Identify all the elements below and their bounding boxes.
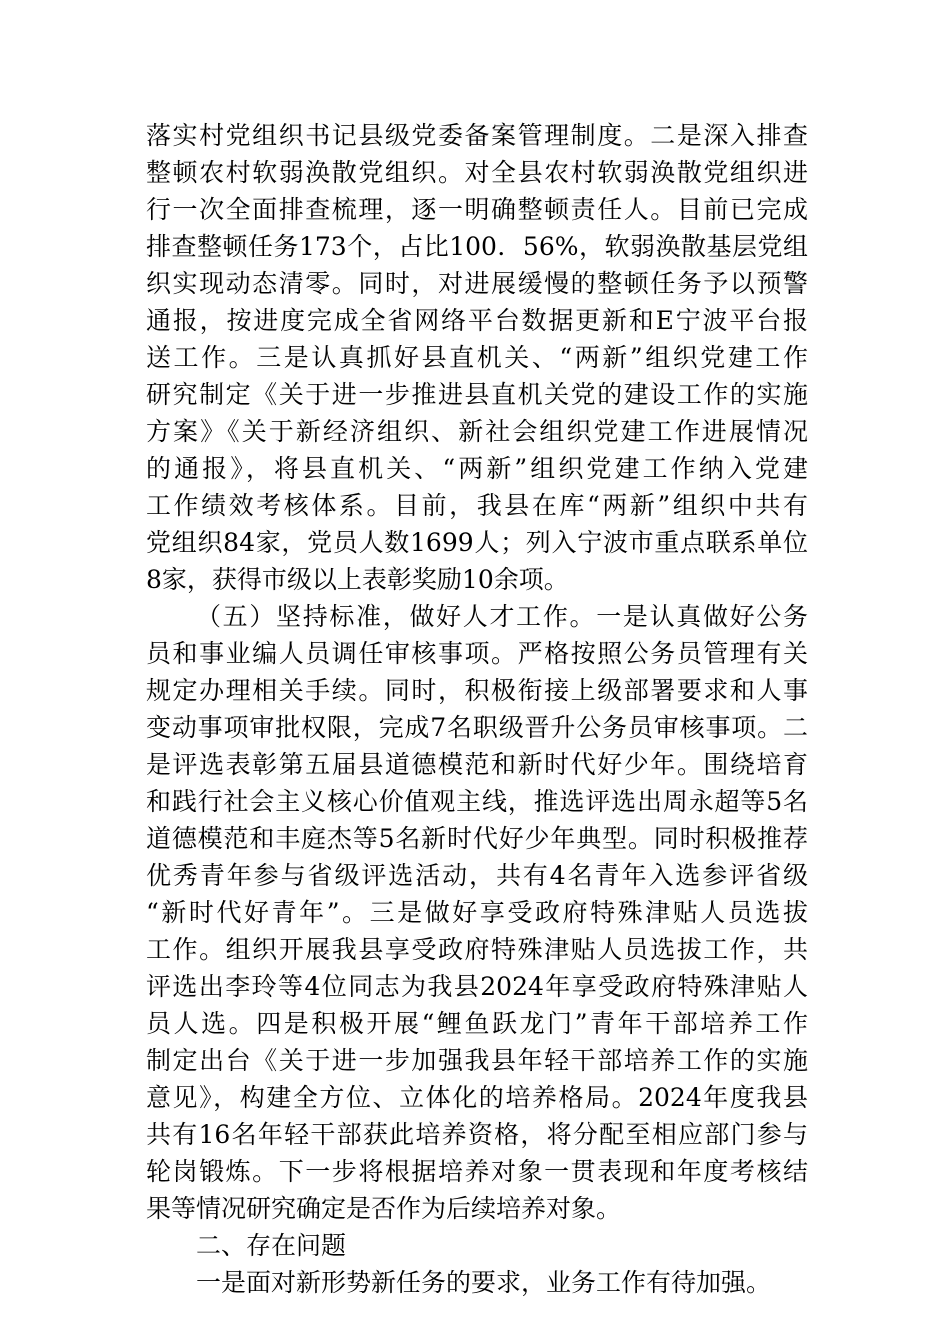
paragraph-1-line-2: 整顿农村软弱涣散党组织。对全县农村软弱涣散党组织进 — [146, 158, 808, 187]
paragraph-2-line-17: 果等情况研究确定是否作为后续培养对象。 — [146, 1194, 622, 1223]
paragraph-2-line-7: 道德模范和丰庭杰等5名新时代好少年典型。同时积极推荐 — [146, 824, 808, 853]
paragraph-2-line-2: 员和事业编人员调任审核事项。严格按照公务员管理有关 — [146, 639, 808, 668]
section-heading: 二、存在问题 — [196, 1231, 347, 1260]
paragraph-2-line-12: 员人选。四是积极开展“鲤鱼跃龙门”青年干部培养工作 — [146, 1009, 808, 1038]
paragraph-2-line-16: 轮岗锻炼。下一步将根据培养对象一贯表现和年度考核结 — [146, 1157, 808, 1186]
paragraph-1-line-7: 送工作。三是认真抓好县直机关、“两新”组织党建工作 — [146, 343, 808, 372]
paragraph-1-line-5: 织实现动态清零。同时，对进展缓慢的整顿任务予以预警 — [146, 269, 808, 298]
paragraph-1-line-13: 8家，获得市级以上表彰奖励10余项。 — [146, 565, 569, 594]
paragraph-2-line-9: “新时代好青年”。三是做好享受政府特殊津贴人员选拔 — [146, 898, 808, 927]
paragraph-1-line-4: 排查整顿任务173个，占比100．56%，软弱涣散基层党组 — [146, 232, 808, 261]
paragraph-1-line-11: 工作绩效考核体系。目前，我县在库“两新”组织中共有 — [146, 491, 808, 520]
paragraph-1-line-6: 通报，按进度完成全省网络平台数据更新和E宁波平台报 — [146, 306, 808, 335]
paragraph-1-line-8: 研究制定《关于进一步推进县直机关党的建设工作的实施 — [146, 380, 808, 409]
paragraph-2-line-13: 制定出台《关于进一步加强我县年轻干部培养工作的实施 — [146, 1046, 808, 1075]
paragraph-1-line-1: 落实村党组织书记县级党委备案管理制度。二是深入排查 — [146, 121, 808, 150]
paragraph-1-line-9: 方案》《关于新经济组织、新社会组织党建工作进展情况 — [146, 417, 808, 446]
paragraph-2-line-10: 工作。组织开展我县享受政府特殊津贴人员选拔工作，共 — [146, 935, 808, 964]
paragraph-2-line-14: 意见》，构建全方位、立体化的培养格局。2024年度我县 — [146, 1083, 808, 1112]
paragraph-2-line-8: 优秀青年参与省级评选活动，共有4名青年入选参评省级 — [146, 861, 808, 890]
paragraph-2-line-6: 和践行社会主义核心价值观主线，推选评选出周永超等5名 — [146, 787, 808, 816]
paragraph-2-line-15: 共有16名年轻干部获此培养资格，将分配至相应部门参与 — [146, 1120, 808, 1149]
paragraph-2-line-4: 变动事项审批权限，完成7名职级晋升公务员审核事项。二 — [146, 713, 808, 742]
paragraph-2-line-3: 规定办理相关手续。同时，积极衔接上级部署要求和人事 — [146, 676, 808, 705]
paragraph-1-line-3: 行一次全面排查梳理，逐一明确整顿责任人。目前已完成 — [146, 195, 808, 224]
paragraph-2-line-1: （五）坚持标准，做好人才工作。一是认真做好公务 — [196, 602, 808, 631]
paragraph-1-line-10: 的通报》，将县直机关、“两新”组织党建工作纳入党建 — [146, 454, 808, 483]
paragraph-2-line-5: 是评选表彰第五届县道德模范和新时代好少年。围绕培育 — [146, 750, 808, 779]
paragraph-2-line-11: 评选出李玲等4位同志为我县2024年享受政府特殊津贴人 — [146, 972, 808, 1001]
paragraph-3-line-1: 一是面对新形势新任务的要求，业务工作有待加强。 — [196, 1268, 772, 1297]
paragraph-1-line-12: 党组织84家，党员人数1699人；列入宁波市重点联系单位 — [146, 528, 808, 557]
